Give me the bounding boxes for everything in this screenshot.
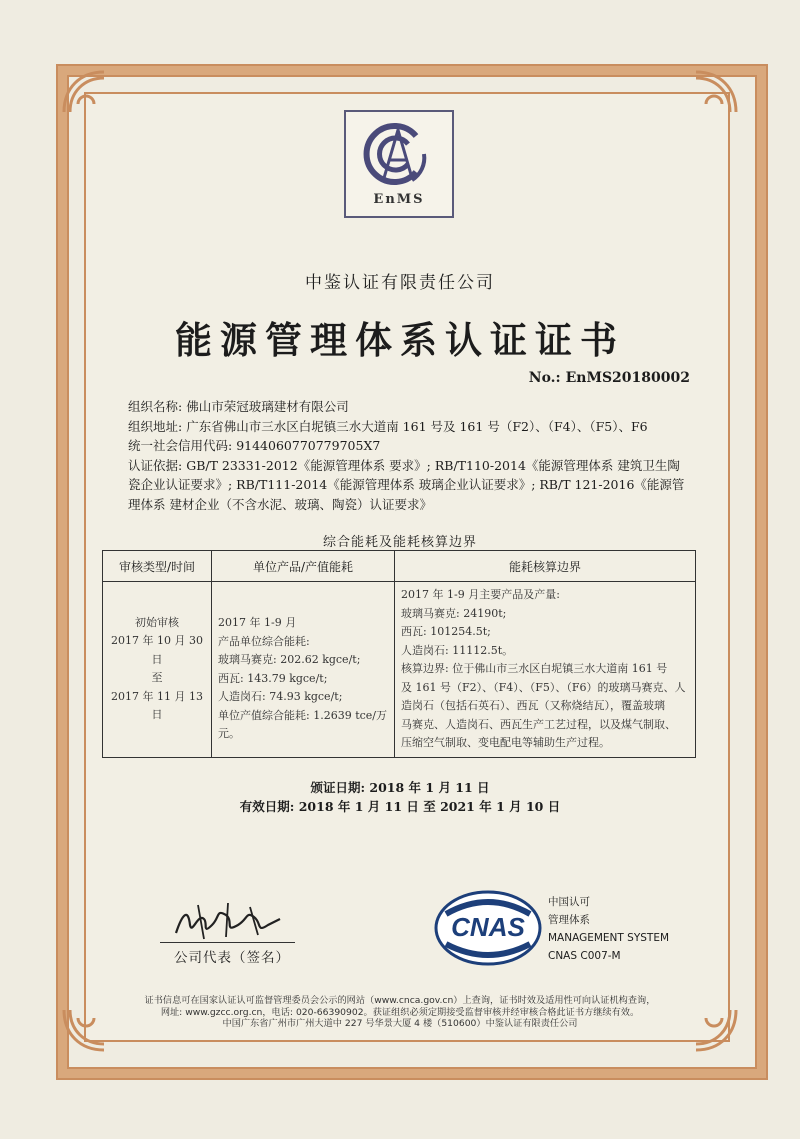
table-header: 能耗核算边界	[395, 551, 696, 582]
cnas-logo	[432, 888, 544, 972]
basis-standards: GB/T 23331-2012《能源管理体系 要求》; RB/T110-2014《能源管理体系 建筑卫生陶瓷企业认证要求》; RB/T111-2014《能源管理体系 玻璃企业认证要求》; RB/T 121-2016《能源管理体系 建材企业（不含水泥、玻璃、陶瓷）认证要求》	[128, 457, 685, 512]
basis-label: 认证依据:	[128, 457, 183, 473]
footer-line: 中国广东省广州市广州大道中 227 号华景大厦 4 楼（510600）中鉴认证有限责任公司	[222, 1018, 578, 1029]
consumption-line: 产品单位综合能耗:	[218, 634, 310, 648]
consumption-line: 单位产值综合能耗: 1.2639 tce/万元。	[218, 708, 387, 740]
valid-period: 有效日期: 2018 年 1 月 11 日 至 2021 年 1 月 10 日	[239, 799, 561, 814]
certificate-number: No.: EnMS20180002	[528, 370, 690, 386]
table-header: 单位产品/产值能耗	[212, 551, 395, 582]
footer-notice	[92, 995, 708, 1030]
footer-line: 网址: www.gzcc.org.cn，电话: 020-66390902。获证组织必须定期接受监督审核并经审核合格此证书方继续有效。	[160, 1006, 640, 1018]
footer-line: 证书信息可在国家认证认可监督管理委员会公示的网站（www.cnca.gov.cn）上查询，证书时效及适用性可向认证机构查询，	[144, 995, 656, 1006]
cnas-logo-text: CNAS	[451, 912, 525, 942]
cnas-line: 中国认可	[548, 896, 590, 908]
consumption-line: 玻璃马赛克: 202.62 kgce/t;	[218, 653, 361, 666]
table-header: 审核类型/时间	[103, 551, 212, 582]
dates-block	[0, 778, 800, 816]
credit-code: 9144060770779705X7	[236, 438, 381, 453]
consumption-line: 2017 年 1-9 月	[218, 616, 297, 629]
table-header-row	[103, 551, 696, 582]
org-address-row	[128, 417, 688, 437]
basis-row	[128, 456, 688, 515]
table-row	[103, 582, 696, 758]
boundary-line: 2017 年 1-9 月主要产品及产量:	[401, 588, 560, 601]
cnas-line: 管理体系	[548, 914, 590, 926]
logo-text: EnMS	[373, 192, 425, 207]
boundary-line: 核算边界: 位于佛山市三水区白坭镇三水大道南 161 号	[401, 662, 668, 675]
signature-label: 公司代表（签名）	[174, 950, 290, 966]
boundary-line: 压缩空气制取、变电配电等辅助生产过程。	[401, 736, 610, 749]
enms-logo	[344, 110, 454, 218]
corner-ornament-icon	[60, 68, 108, 116]
boundary-line: 造岗石（包括石英石）、西瓦（又称烧结瓦），覆盖玻璃	[401, 699, 665, 712]
credit-code-row	[128, 436, 688, 456]
signature-icon	[168, 895, 288, 949]
consumption-line: 西瓦: 143.79 kgce/t;	[218, 671, 328, 685]
org-name-row	[128, 397, 688, 417]
org-name-label: 组织名称:	[128, 399, 183, 414]
cnas-line: MANAGEMENT SYSTEM	[548, 932, 670, 944]
audit-type: 初始审核	[135, 615, 179, 629]
audit-start: 2017 年 10 月 30 日	[111, 634, 203, 666]
boundary-line: 西瓦: 101254.5t;	[401, 625, 491, 638]
consumption-line: 人造岗石: 74.93 kgce/t;	[218, 690, 343, 703]
certificate-title: 能源管理体系认证证书	[175, 319, 625, 362]
issue-date: 颁证日期: 2018 年 1 月 11 日	[310, 780, 490, 795]
boundary-line: 人造岗石: 11112.5t。	[401, 643, 514, 657]
boundary-cell	[395, 582, 696, 758]
organization-details	[128, 397, 688, 514]
audit-cell	[103, 582, 212, 758]
signature-line	[160, 942, 295, 943]
cnas-line: CNAS C007-M	[548, 950, 621, 962]
cnas-accreditation-text	[548, 893, 669, 965]
boundary-line: 马赛克、人造岗石、西瓦生产工艺过程，以及煤气制取、	[401, 717, 676, 731]
ccc-logo-icon	[354, 116, 442, 192]
audit-to: 至	[151, 671, 163, 685]
org-address: 广东省佛山市三水区白坭镇三水大道南 161 号及 161 号（F2）、（F4）、（F5）、F6	[186, 418, 648, 434]
org-name: 佛山市荣冠玻璃建材有限公司	[186, 399, 349, 414]
audit-end: 2017 年 11 月 13 日	[111, 689, 203, 722]
consumption-cell	[212, 582, 395, 758]
energy-table	[102, 550, 696, 758]
boundary-line: 及 161 号（F2）、（F4）、（F5）、（F6）的玻璃马赛克、人	[401, 680, 686, 694]
corner-ornament-icon	[692, 68, 740, 116]
org-address-label: 组织地址:	[128, 418, 183, 434]
table-title: 综合能耗及能耗核算边界	[322, 535, 477, 550]
boundary-line: 玻璃马赛克: 24190t;	[401, 606, 507, 620]
credit-code-label: 统一社会信用代码:	[128, 438, 233, 453]
issuer-name: 中鉴认证有限责任公司	[305, 273, 495, 293]
